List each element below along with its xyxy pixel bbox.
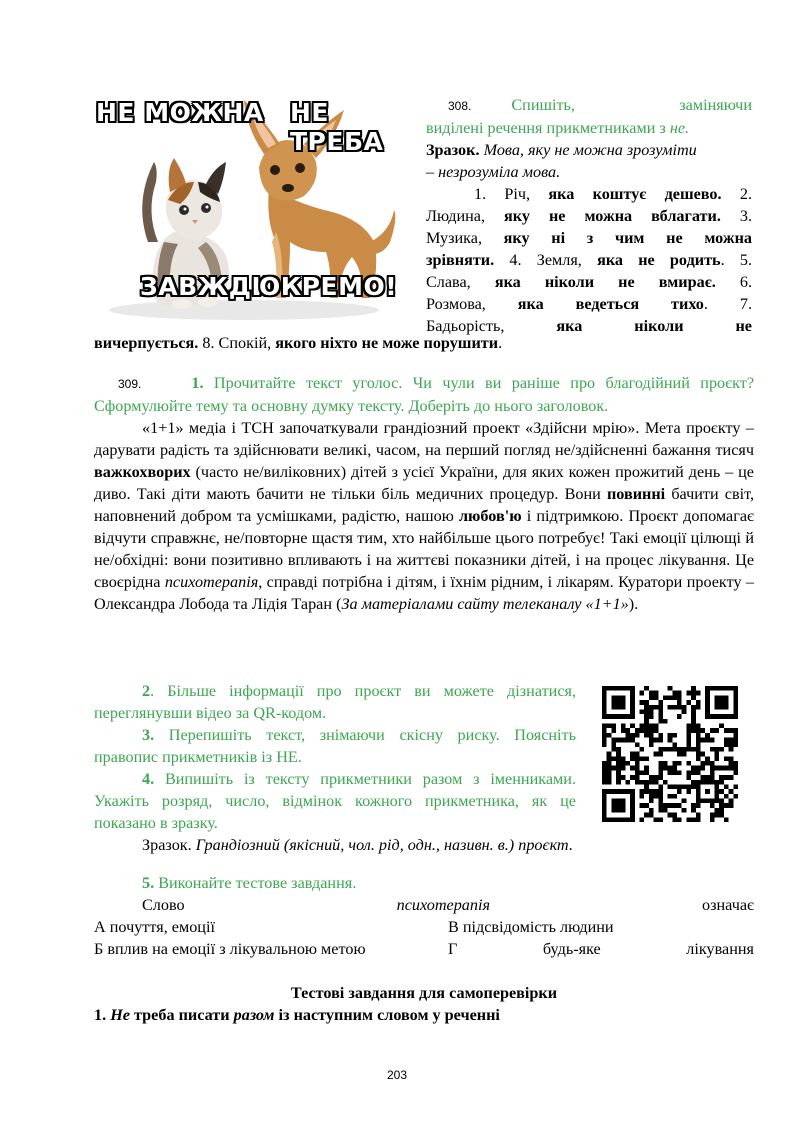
ex308-task-line1: 308. Спишіть, заміняючи bbox=[426, 94, 752, 117]
ex308-item-line8: вичерпується. 8. Спокій, якого ніхто не може порушити. bbox=[94, 334, 503, 352]
option-b: Б вплив на емоції з лікувальною метою bbox=[94, 940, 366, 958]
meme-caption-bottom-right: ОКРЕМО! bbox=[259, 272, 398, 301]
ex309-tasks bbox=[94, 680, 576, 856]
options-left bbox=[94, 916, 400, 960]
tests-question-1: 1. Не треба писати разом із наступним словом у реченні bbox=[94, 1006, 500, 1024]
option-g: Г будь-яке лікування bbox=[448, 940, 754, 958]
ex308-task-line2: виділені речення прикметниками з не. bbox=[426, 119, 690, 137]
tests-heading: Тестові завдання для самоперевірки bbox=[290, 984, 558, 1002]
option-v: В підсвідомість людини bbox=[448, 918, 614, 936]
meme-image bbox=[94, 92, 406, 326]
ex308-item-line4: зрівняти. 4. Земля, яка не родить. 5. bbox=[426, 251, 752, 269]
ex309-task4: 4. Випишіть із тексту прикметники разом з іменниками. Укажіть розряд, число, відмінок кожного прикметника, як це показано в зразку. bbox=[94, 770, 576, 832]
ex309-task5 bbox=[94, 872, 754, 960]
ex309-number: 309. bbox=[118, 377, 142, 391]
ex309-text: «1+1» медіа і ТСН започаткували грандіозний проект «Здійсни мрію». Мета проєкту – дарувати радість та здійснювати великі, часом, на перший погляд не/здійсненні бажання тисяч важкохворих (часто не/виліковних) дітей з усієї України, для яких кожен прожитий день – це диво. Такі діти мають бачити не тільки біль медичних процедур. Вони повинні бачити світ, наповнений добром та усмішками, радістю, нашою любов'ю і підтримкою. Проєкт допомагає відчути справжнє, не/повторне щастя тим, хто найбільше цього потребує! Такі емоції цілющі й не/обхідні: вони позитивно впливають і на життєві показники дітей, і на процес лікування. Це своєрідна психотерапія, справді потрібна і дітям, і їхнім рідним, і лікарям. Куратори проекту – Олександра Лобода та Лідія Таран (За матеріалами сайту телеканалу «1+1»). bbox=[94, 419, 755, 613]
ex308-item-line5: Слава, яка ніколи не вмирає. 6. bbox=[426, 273, 752, 291]
ex308-item-line2: Людина, яку не можна вблагати. 3. bbox=[426, 207, 753, 225]
exercise-308 bbox=[426, 94, 752, 337]
ex308-sample-line2: – незрозуміла мова. bbox=[426, 163, 561, 181]
ex308-item-line7: Бадьорість, яка ніколи не bbox=[426, 317, 752, 335]
meme-caption-top-right: НЕ ТРЕБА bbox=[290, 98, 384, 156]
meme-caption-top-left: НЕ МОЖНА bbox=[96, 98, 264, 127]
ex309-options bbox=[94, 916, 754, 960]
meme-caption-bottom-left: ЗАВЖДИ bbox=[140, 272, 273, 301]
ex309-task3: 3. Перепишіть текст, знімаючи скісну риску. Поясніть правопис прикметників із НЕ. bbox=[94, 726, 576, 766]
ex308-number: 308. bbox=[448, 99, 472, 113]
ex309-task2: 2. Більше інформації про проєкт ви можете дізнатися, переглянувши відео за QR-кодом. bbox=[94, 682, 576, 722]
ex309-sample: Зразок. Грандіозний (якісний, чол. рід, одн., називн. в.) проєкт. bbox=[142, 836, 573, 854]
ex308-item-line3: Музика, яку ні з чим не можна bbox=[426, 229, 752, 247]
ex308-item-line6: Розмова, яка ведеться тихо. 7. bbox=[426, 295, 752, 313]
ex309-task5-title: 5. Виконайте тестове завдання. bbox=[142, 874, 357, 892]
exercise-309 bbox=[94, 372, 754, 615]
options-right bbox=[448, 916, 754, 960]
ex308-item-line1: 1. Річ, яка коштує дешево. 2. bbox=[474, 185, 752, 203]
ex308-sample-line1: Зразок. Мова, яку не можна зрозуміти bbox=[426, 141, 697, 159]
option-a: А почуття, емоції bbox=[94, 918, 215, 936]
ex309-task1: 309. 1. Прочитайте текст уголос. Чи чули ви раніше про благодійний проєкт? Сформулюйте тему та основну думку тексту. Доберіть до нього заголовок. bbox=[94, 374, 754, 415]
qr-code[interactable] bbox=[602, 686, 738, 822]
page-number: 203 bbox=[386, 1068, 408, 1082]
ex309-question: Слово психотерапія означає bbox=[142, 896, 754, 914]
